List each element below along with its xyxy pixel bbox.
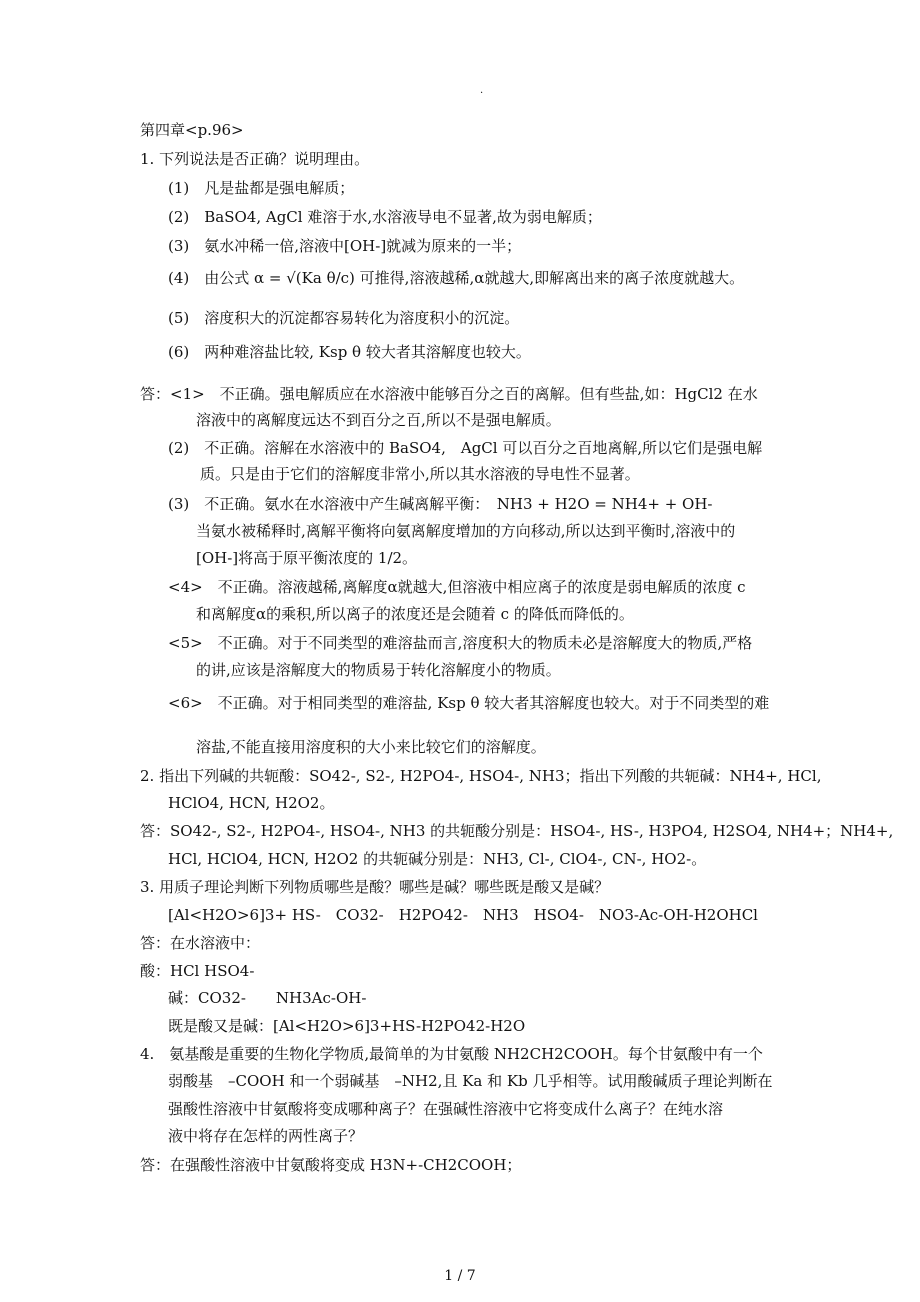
a1-line-9: 和离解度α的乘积,所以离子的浓度还是会随着 c 的降低而降低的。 <box>196 605 634 623</box>
q2-line-1: 2. 指出下列碱的共轭酸：SO42-, S2-, H2PO4-, HSO4-, NH3；指出下列酸的共轭碱：NH4+, HCl, <box>140 767 822 785</box>
q4-line-2: 弱酸基 –COOH 和一个弱碱基 –NH2,且 Ka 和 Kb 几乎相等。试用酸碱质子理论判断在 <box>168 1072 773 1090</box>
q3-prompt: 3. 用质子理论判断下列物质哪些是酸？哪些是碱？哪些既是酸又是碱？ <box>140 878 610 896</box>
a1-line-11: 的讲,应该是溶解度大的物质易于转化溶解度小的物质。 <box>196 661 561 679</box>
q1-item-1: (1) 凡是盐都是强电解质； <box>168 179 355 197</box>
a2-line-2: HCl, HClO4, HCN, H2O2 的共轭碱分别是：NH3, Cl-, ClO4-, CN-, HO2-。 <box>168 850 707 868</box>
q1-prompt: 1. 下列说法是否正确？说明理由。 <box>140 150 370 168</box>
a4-line: 答：在强酸性溶液中甘氨酸将变成 H3N+-CH2COOH； <box>140 1156 522 1174</box>
chapter-title: 第四章<p.96> <box>140 121 244 139</box>
header-dot: . <box>480 85 484 96</box>
a1-line-6: 当氨水被稀释时,离解平衡将向氨离解度增加的方向移动,所以达到平衡时,溶液中的 <box>196 522 736 540</box>
a1-line-10: <5> 不正确。对于不同类型的难溶盐而言,溶度积大的物质未必是溶解度大的物质,严格 <box>168 634 753 652</box>
a1-line-1: 答：<1> 不正确。强电解质应在水溶液中能够百分之百的离解。但有些盐,如：HgCl2 在水 <box>140 385 758 403</box>
q1-item-5: (5) 溶度积大的沉淀都容易转化为溶度积小的沉淀。 <box>168 309 520 327</box>
q4-line-4: 液中将存在怎样的两性离子？ <box>168 1127 364 1145</box>
page-number: 1 / 7 <box>444 1268 476 1284</box>
a1-line-4: 质。只是由于它们的溶解度非常小,所以其水溶液的导电性不显著。 <box>200 465 640 483</box>
a1-line-2: 溶液中的离解度远达不到百分之百,所以不是强电解质。 <box>196 411 561 429</box>
a3-acid: 酸：HCl HSO4- <box>140 962 255 980</box>
a2-line-1: 答：SO42-, S2-, H2PO4-, HSO4-, NH3 的共轭酸分别是：HSO4-, HS-, H3PO4, H2SO4, NH4+；NH4+, <box>140 822 894 840</box>
a1-line-5: (3) 不正确。氨水在水溶液中产生碱离解平衡： NH3 + H2O = NH4+ + OH- <box>168 495 713 513</box>
a1-line-12: <6> 不正确。对于相同类型的难溶盐, Ksp θ 较大者其溶解度也较大。对于不同类型的难 <box>168 694 770 712</box>
a1-line-8: <4> 不正确。溶液越稀,离解度α就越大,但溶液中相应离子的浓度是弱电解质的浓度 c <box>168 578 746 596</box>
q4-line-1: 4. 氨基酸是重要的生物化学物质,最简单的为甘氨酸 NH2CH2COOH。每个甘氨酸中有一个 <box>140 1045 763 1063</box>
a1-line-7: [OH-]将高于原平衡浓度的 1/2。 <box>196 549 418 567</box>
q1-item-6: (6) 两种难溶盐比较, Ksp θ 较大者其溶解度也较大。 <box>168 343 531 361</box>
a3-intro: 答：在水溶液中： <box>140 934 261 952</box>
a3-both: 既是酸又是碱：[Al<H2O>6]3+HS-H2PO42-H2O <box>168 1017 526 1035</box>
q3-species: [Al<H2O>6]3+ HS- CO32- H2PO42- NH3 HSO4- NO3-Ac-OH-H2OHCl <box>168 906 758 924</box>
q1-item-2: (2) BaSO4, AgCl 难溶于水,水溶液导电不显著,故为弱电解质； <box>168 208 602 226</box>
q4-line-3: 强酸性溶液中甘氨酸将变成哪种离子？在强碱性溶液中它将变成什么离子？在纯水溶 <box>168 1100 724 1118</box>
a1-line-3: (2) 不正确。溶解在水溶液中的 BaSO4, AgCl 可以百分之百地离解,所以它们是强电解 <box>168 439 763 457</box>
q1-item-3: (3) 氨水冲稀一倍,溶液中[OH-]就减为原来的一半； <box>168 237 522 255</box>
a1-line-13: 溶盐,不能直接用溶度积的大小来比较它们的溶解度。 <box>196 738 546 756</box>
a3-base: 碱：CO32- NH3Ac-OH- <box>168 989 367 1007</box>
q2-line-2: HClO4, HCN, H2O2。 <box>168 794 335 812</box>
q1-item-4: (4) 由公式 α = √(Ka θ/c) 可推得,溶液越稀,α就越大,即解离出来的离子浓度就越大。 <box>168 269 745 287</box>
